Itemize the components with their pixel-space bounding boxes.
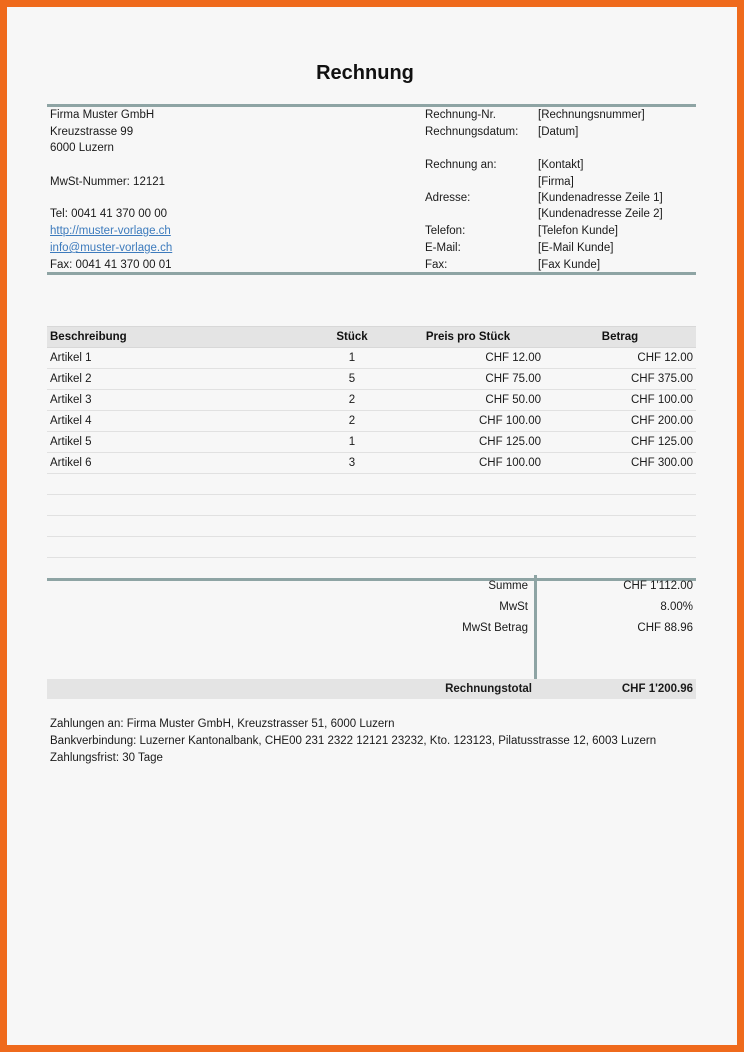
table-row (47, 411, 696, 432)
total-row-background (47, 679, 696, 699)
table-row (47, 432, 696, 453)
firm-value: [Firma] (538, 176, 574, 188)
fax-value: [Fax Kunde] (538, 259, 601, 271)
cell-description (47, 495, 312, 516)
table-row (47, 390, 696, 411)
cell-quantity: 2 (312, 390, 392, 411)
cell-description (47, 474, 312, 495)
bank-details: Bankverbindung: Luzerner Kantonalbank, CHE00 231 2322 12121 23232, Kto. 123123, Pilatusstrasse 12, 6003 Luzern (50, 735, 657, 747)
table-row (47, 474, 696, 495)
total-value: CHF 1'200.96 (621, 683, 693, 695)
cell-quantity: 3 (312, 453, 392, 474)
address-label: Adresse: (425, 192, 471, 204)
header-description: Beschreibung (47, 327, 312, 348)
cell-amount (544, 495, 696, 516)
cell-unit-price (392, 558, 544, 580)
cell-unit-price: CHF 75.00 (392, 369, 544, 390)
contact-value: [Kontakt] (538, 159, 584, 171)
header-amount: Betrag (544, 327, 696, 348)
cell-amount (544, 516, 696, 537)
sender-email-link[interactable]: info@muster-vorlage.ch (50, 242, 173, 254)
vat-rate-value: 8.00% (660, 601, 693, 613)
cell-description (47, 537, 312, 558)
table-row (47, 516, 696, 537)
email-label: E-Mail: (425, 242, 461, 254)
vat-amount-label: MwSt Betrag (462, 622, 528, 634)
vat-amount-value: CHF 88.96 (637, 622, 693, 634)
address-line1-value: [Kundenadresse Zeile 1] (538, 192, 663, 204)
table-row (47, 369, 696, 390)
cell-unit-price (392, 516, 544, 537)
cell-unit-price: CHF 12.00 (392, 348, 544, 369)
invoice-number-label: Rechnung-Nr. (425, 109, 496, 121)
cell-amount: CHF 125.00 (544, 432, 696, 453)
sender-city: 6000 Luzern (50, 142, 114, 154)
cell-unit-price: CHF 100.00 (392, 411, 544, 432)
cell-unit-price: CHF 125.00 (392, 432, 544, 453)
header-quantity: Stück (312, 327, 392, 348)
cell-quantity: 1 (312, 432, 392, 453)
cell-description (47, 558, 312, 580)
vat-label: MwSt (499, 601, 528, 613)
cell-description: Artikel 4 (47, 411, 312, 432)
phone-value: [Telefon Kunde] (538, 225, 618, 237)
invoice-number-value: [Rechnungsnummer] (538, 109, 645, 121)
cell-amount (544, 474, 696, 495)
cell-description: Artikel 5 (47, 432, 312, 453)
sender-phone: Tel: 0041 41 370 00 00 (50, 208, 168, 220)
sender-company: Firma Muster GmbH (50, 109, 155, 121)
cell-quantity (312, 537, 392, 558)
cell-amount (544, 537, 696, 558)
header-top-rule (47, 104, 696, 107)
cell-amount: CHF 200.00 (544, 411, 696, 432)
cell-amount: CHF 12.00 (544, 348, 696, 369)
sender-fax: Fax: 0041 41 370 00 01 (50, 259, 172, 271)
cell-quantity: 2 (312, 411, 392, 432)
sum-value: CHF 1'112.00 (623, 580, 693, 592)
header-unit-price: Preis pro Stück (392, 327, 544, 348)
invoice-date-value: [Datum] (538, 126, 579, 138)
sender-website-link[interactable]: http://muster-vorlage.ch (50, 225, 171, 237)
cell-quantity (312, 495, 392, 516)
cell-quantity: 5 (312, 369, 392, 390)
table-row (47, 495, 696, 516)
invoice-date-label: Rechnungsdatum: (425, 126, 519, 138)
table-row (47, 537, 696, 558)
cell-unit-price: CHF 50.00 (392, 390, 544, 411)
address-line2-value: [Kundenadresse Zeile 2] (538, 208, 663, 220)
payment-terms: Zahlungsfrist: 30 Tage (50, 752, 163, 764)
cell-amount: CHF 300.00 (544, 453, 696, 474)
line-items-table (47, 326, 696, 581)
table-header-row (47, 327, 696, 348)
email-value: [E-Mail Kunde] (538, 242, 614, 254)
cell-description: Artikel 2 (47, 369, 312, 390)
fax-label: Fax: (425, 259, 448, 271)
phone-label: Telefon: (425, 225, 466, 237)
cell-unit-price (392, 474, 544, 495)
total-label: Rechnungstotal (445, 683, 532, 695)
cell-description: Artikel 3 (47, 390, 312, 411)
sender-street: Kreuzstrasse 99 (50, 126, 134, 138)
cell-amount (544, 558, 696, 580)
sum-label: Summe (488, 580, 528, 592)
sender-vat-number: MwSt-Nummer: 12121 (50, 176, 166, 188)
cell-quantity: 1 (312, 348, 392, 369)
table-row (47, 453, 696, 474)
table-row (47, 348, 696, 369)
cell-unit-price (392, 495, 544, 516)
cell-quantity (312, 516, 392, 537)
cell-unit-price: CHF 100.00 (392, 453, 544, 474)
document-title: Rechnung (316, 62, 414, 84)
cell-description: Artikel 6 (47, 453, 312, 474)
cell-unit-price (392, 537, 544, 558)
header-bottom-rule (47, 272, 696, 275)
cell-description (47, 516, 312, 537)
cell-quantity (312, 474, 392, 495)
cell-amount: CHF 375.00 (544, 369, 696, 390)
cell-description: Artikel 1 (47, 348, 312, 369)
table-row (47, 558, 696, 580)
cell-quantity (312, 558, 392, 580)
cell-amount: CHF 100.00 (544, 390, 696, 411)
invoice-to-label: Rechnung an: (425, 159, 497, 171)
payment-recipient: Zahlungen an: Firma Muster GmbH, Kreuzstrasser 51, 6000 Luzern (50, 718, 395, 730)
